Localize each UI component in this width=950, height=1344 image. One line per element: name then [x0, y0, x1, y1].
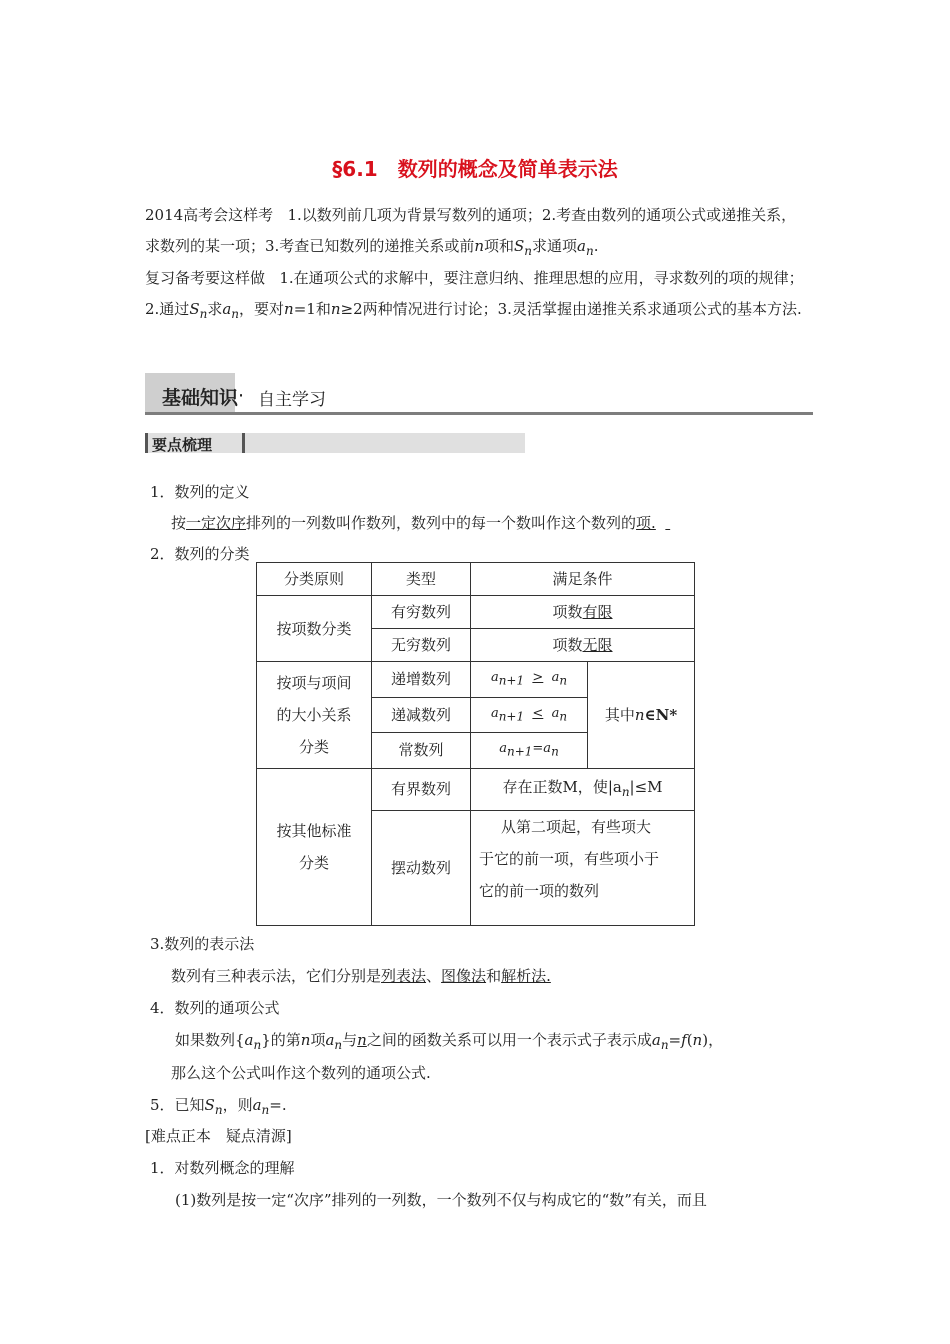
cond-decreasing: $a_{n+1} < a_n$ [471, 697, 588, 733]
cond-constant: $a_{n+1}=a_n$ [471, 733, 588, 769]
review-paragraph [145, 263, 810, 330]
p4-f: = [668, 1031, 682, 1049]
principle-line: 的大小关系 [276, 705, 352, 724]
var-n: n [284, 300, 294, 318]
cond-underline: 有限 [582, 603, 613, 621]
cond-oscillating [471, 810, 695, 925]
note-set: ∈N* [644, 705, 678, 724]
p5-a: 5．已知 [150, 1096, 205, 1114]
difficult-1-text: (1)数列是按一定“次序”排列的一列数，一个数列不仅与构成它的“数”有关，而且 [175, 1191, 707, 1209]
cond-text: 项数 [552, 636, 583, 654]
var-n: n [474, 237, 484, 255]
relation-symbol: < [532, 705, 544, 721]
oscillating-line: 从第二项起，有些项大 [501, 817, 652, 836]
principle-other [257, 768, 372, 925]
section-subtitle: 自主学习 [258, 390, 326, 410]
point-4-title: 4．数列的通项公式 [150, 999, 280, 1017]
point-1-text [171, 512, 670, 533]
relation-symbol: > [532, 670, 544, 685]
bounded-text: 存在正数M，使|a [502, 777, 622, 796]
exam-label: 2014高考会这样考 [145, 206, 274, 224]
cond-underline: 无限 [582, 636, 613, 654]
p1-a: 按 [171, 514, 187, 532]
type-increasing: 递增数列 [372, 662, 471, 698]
page-title: §6.1 数列的概念及简单表示法 [332, 157, 618, 181]
cond-finite [471, 596, 695, 629]
header-type: 类型 [372, 563, 471, 596]
exam-text-d: . [593, 237, 599, 255]
exam-text-c: 求通项 [532, 237, 578, 255]
p5-c: =. [269, 1096, 287, 1114]
table-row [257, 768, 695, 810]
relation-symbol: = [532, 741, 544, 757]
p4-a: 如果数列{ [175, 1031, 245, 1049]
exam-text: 1.以数列前几项为背景写数列的通项；2.考查由数列的通项公式或递推关系，求数列的某一项；3.考查已知数列的递推关系或前 [145, 206, 797, 255]
var-a: a [577, 237, 586, 255]
header-principle: 分类原则 [257, 563, 372, 596]
point-3-text [171, 965, 551, 986]
p1-underline-1: 一定次序 [186, 514, 247, 532]
principle-relation [257, 662, 372, 769]
var-a: a [222, 300, 232, 318]
review-text-e: ≥2两种情况进行讨论；3.灵活掌握由递推关系求通项公式的基本方法. [340, 300, 802, 318]
p1-b: 排列的一列数叫作数列，数列中的每一个数叫作这个数列的 [246, 514, 637, 532]
table-row [257, 662, 695, 698]
cond-increasing: $a_{n+1} > a_n$ [471, 662, 588, 698]
type-oscillating: 摆动数列 [372, 810, 471, 925]
cond-note: 其中n∈N* [588, 662, 695, 769]
p4-g: ( [686, 1031, 693, 1049]
cond-bounded: 存在正数M，使$|a_n|\le M$ [471, 768, 695, 810]
principle-line: 分类 [298, 853, 329, 872]
review-text-c: ，要对 [239, 300, 285, 318]
subsection-bar-left-mark [145, 433, 148, 453]
exam-text-b: 项和 [484, 237, 515, 255]
subsection-title: 要点梳理 [152, 436, 213, 454]
p4-h: )， [702, 1031, 724, 1049]
principle-line: 分类 [298, 737, 329, 756]
point-3-title: 3.数列的表示法 [150, 935, 255, 953]
p3-underline-2: 图像法 [441, 967, 487, 985]
header-condition: 满足条件 [471, 563, 695, 596]
var-n: n [330, 300, 341, 318]
classification-table [256, 562, 695, 926]
point-5-text: 5．已知$S_n$，则$a_n=$. [150, 1096, 287, 1117]
cond-text: 项数 [552, 603, 583, 621]
review-label: 复习备考要这样做 [145, 269, 266, 287]
p4-c: 项 [310, 1031, 326, 1049]
type-bounded: 有界数列 [372, 768, 471, 810]
oscillating-line: 它的前一项的数列 [479, 881, 600, 900]
cond-infinite [471, 629, 695, 662]
difficult-1-title: 1．对数列概念的理解 [150, 1159, 295, 1177]
principle-line: 按项与项间 [276, 673, 352, 692]
p3-and: 和 [486, 967, 502, 985]
note-text: 其中 [604, 705, 635, 724]
section-dot: · [238, 385, 245, 407]
subscript-n: n [231, 307, 240, 321]
point-2-title: 2．数列的分类 [150, 545, 250, 563]
subscript-n: n [524, 244, 533, 258]
table-row [257, 596, 695, 629]
principle-line: 按其他标准 [276, 821, 352, 840]
p4-b: }的第 [261, 1031, 301, 1049]
table-header-row [257, 563, 695, 596]
p3-sep: 、 [426, 967, 442, 985]
p4-e: 之间的函数关系可以用一个表示式子表示成 [366, 1031, 652, 1049]
p5-b: ，则 [222, 1096, 253, 1114]
principle-count: 按项数分类 [257, 596, 372, 662]
review-text-b: 求 [207, 300, 223, 318]
review-text-d: =1和 [293, 300, 331, 318]
section-title: 基础知识 [162, 387, 239, 409]
difficult-header: [难点正本 疑点清源] [145, 1127, 292, 1145]
var-S: S [189, 300, 200, 318]
oscillating-line: 于它的前一项，有些项小于 [479, 849, 660, 868]
type-finite: 有穷数列 [372, 596, 471, 629]
type-infinite: 无穷数列 [372, 629, 471, 662]
section-divider [145, 412, 813, 415]
exam-paragraph [145, 200, 810, 267]
p3-underline-3: 解析法. [501, 967, 551, 985]
p3-underline-1: 列表法 [381, 967, 427, 985]
subscript-n: n [199, 307, 208, 321]
point-1-title: 1．数列的定义 [150, 483, 250, 501]
point-4-line2: 那么这个公式叫作这个数列的通项公式. [171, 1064, 431, 1082]
p3-a: 数列有三种表示法，它们分别是 [171, 967, 382, 985]
type-constant: 常数列 [372, 733, 471, 769]
var-S: S [514, 237, 525, 255]
subsection-bar-right-mark [242, 433, 245, 453]
p4-d: 与 [342, 1031, 358, 1049]
point-4-text: 如果数列$\{a_n\}$的第n项$a_n$与n之间的函数关系可以用一个表示式子表示成$a_n=f(n)$， [175, 1031, 724, 1052]
p1-underline-2: 项. [636, 514, 656, 532]
subscript-n: n [586, 244, 594, 258]
type-decreasing: 递减数列 [372, 697, 471, 733]
bounded-text-b: |≤M [629, 777, 663, 796]
review-text-a: 1.在通项公式的求解中，要注意归纳、推理思想的应用，寻求数列的项的规律；2.通过 [145, 269, 804, 318]
